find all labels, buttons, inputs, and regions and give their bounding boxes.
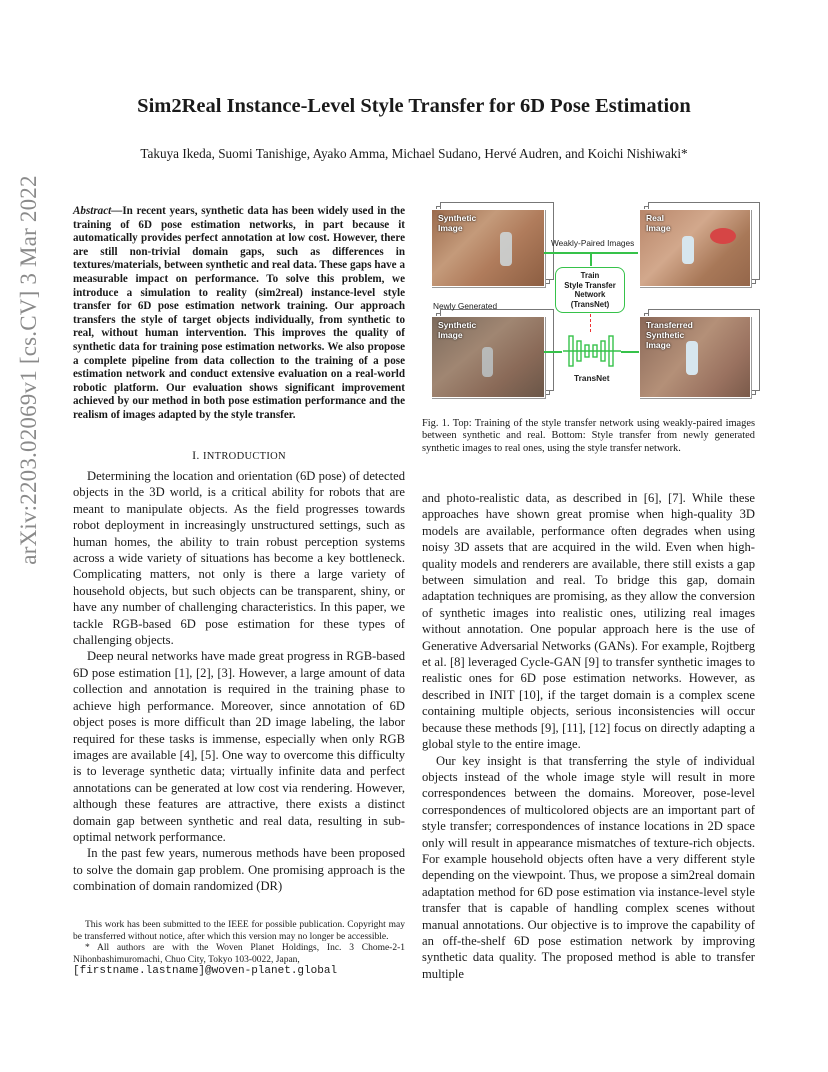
transferred-image-label: Transferred Synthetic Image bbox=[646, 320, 693, 350]
bottle-shape bbox=[682, 236, 694, 264]
paper-title: Sim2Real Instance-Level Style Transfer for 6D Pose Estimation bbox=[137, 95, 691, 117]
real-image-top bbox=[639, 209, 751, 287]
train-transnet-box bbox=[555, 267, 625, 313]
abstract-text: In recent years, synthetic data has been widely used in the training of 6D pose estimation networks, in part because it automatically provides perfect annotation at low cost. However, there are still non-trivial domain gaps, such as differences in textures/materials, between synthetic and real data. These gaps have a measurable impact on performance. To solve this problem, we introduce a simulation to reality (sim2real) instance-level style transfer for 6D pose estimation network training. Our approach transfers the style of target objects individually, from synthetic to real, without human intervention. This improves the quality of synthetic data for training pose estimation networks. We also propose a complete pipeline from data collection to the training of a pose estimation network and conduct extensive evaluation on a real-world robotic platform. Our evaluation shows significant improvement achieved by our method in both pose estimation performance and the realism of images adapted by the style transfer. bbox=[73, 205, 405, 421]
train-box-label: Train Style Transfer Network (TransNet) bbox=[564, 271, 616, 309]
footnote-affiliation: * All authors are with the Woven Planet Holdings, Inc. 3 Chome-2-1 Nihonbashimuromachi, Chuo City, Tokyo 103-0022, Japan, bbox=[73, 943, 405, 965]
left-column-body bbox=[73, 468, 405, 895]
author-list: Takuya Ikeda, Suomi Tanishige, Ayako Amma, Michael Sudano, Hervé Audren, and Koichi Nishiwaki* bbox=[140, 146, 688, 161]
figure-1 bbox=[423, 192, 757, 402]
footnote-email: [firstname.lastname]@woven-planet.global bbox=[73, 965, 338, 978]
footnotes bbox=[73, 920, 405, 978]
transferred-image bbox=[639, 316, 751, 398]
synthetic-image-label-2: Synthetic Image bbox=[438, 320, 477, 340]
transnet-label: TransNet bbox=[574, 373, 610, 383]
section-title: INTRODUCTION bbox=[202, 451, 286, 462]
bottle-shape bbox=[482, 347, 493, 377]
section-number: I. bbox=[192, 448, 203, 462]
real-image-label: Real Image bbox=[646, 213, 671, 233]
right-arrow bbox=[621, 351, 639, 353]
newly-generated-label: Newly Generated bbox=[433, 301, 498, 311]
synthetic-image-top bbox=[431, 209, 545, 287]
paragraph: Determining the location and orientation (6D pose) of detected objects in the 3D world, is a critical ability for robots that are meant to manipulate objects. As the field progresses towards robot deployment in increasingly unstructured settings, such as human homes, the ability to train robust perception systems across a wide variety of situations has become a key bottleneck. Complicating matters, not only is there a large variety of household objects, but such objects can be transparent, shiny, or have any number of challenging characteristics. In this paper, we tackle RGB-based 6D pose estimation for these types of challenging objects. bbox=[73, 469, 405, 648]
bottle-shape bbox=[500, 232, 512, 266]
synthetic-image-label: Synthetic Image bbox=[438, 213, 477, 233]
paragraph: and photo-realistic data, as described in [6], [7]. While these approaches have shown great promise when high-quality 3D models are available, performance often degrades when using noisy 3D assets that are acquired in the wild. Even when high-quality models and renderers are available, there still exists a gap between simulation and real. To bridge this gap, domain adaptation techniques are promising, as they allow the conversion of synthetic images into realistic ones, utilizing real images without annotation. One popular approach here is the use of Generative Adversarial Networks (GANs). For example, Rojtberg et al. [8] leveraged Cycle-GAN [9] to transfer synthetic images to realistic ones for 6D pose estimation networks. However, as described in INIT [10], if the target domain is a complex scene containing multiple objects, serious inconsistencies will occur because these methods [9], [11], [12] focus on directly adapting a global style to the entire image. bbox=[422, 491, 755, 752]
dashed-arrow bbox=[590, 314, 591, 332]
figure-caption: Fig. 1. Top: Training of the style transfer network using weakly-paired images between synthetic and real. Bottom: Style transfer from newly generated synthetic images to real ones, using the style transfer network. bbox=[422, 418, 755, 454]
weakly-paired-label: Weakly-Paired Images bbox=[551, 238, 635, 248]
bottle-shape bbox=[686, 341, 698, 375]
paragraph: Deep neural networks have made great progress in RGB-based 6D pose estimation [1], [2], [3]. However, a large amount of data collection and annotation is required in the training phase to achieve high performance. Moreover, since annotation of 6D object poses is more difficult than 2D image labeling, the labor required for these tasks is immense, especially when only RGB images are available [4], [5]. One way to overcome this difficulty is to leverage synthetic data; virtually infinite data and perfect annotations can be generated at low cost via rendering. However, although these features are attractive, there exists a distinct domain gap between synthetic and real data, resulting in sub-optimal network performance. bbox=[73, 649, 405, 844]
footnote-ieee: This work has been submitted to the IEEE for possible publication. Copyright may be transferred without notice, after which this version may no longer be accessible. bbox=[73, 920, 405, 942]
bowl-shape bbox=[710, 228, 736, 244]
left-arrow bbox=[544, 351, 562, 353]
arxiv-side-label: arXiv:2203.02069v1 [cs.CV] 3 Mar 2022 bbox=[16, 175, 41, 565]
down-arrow bbox=[590, 252, 592, 266]
section-heading bbox=[73, 448, 405, 463]
right-column-body bbox=[422, 490, 755, 982]
synthetic-image-bottom bbox=[431, 316, 545, 398]
paragraph: In the past few years, numerous methods have been proposed to solve the domain gap problem. One promising approach is the combination of domain randomized (DR) bbox=[73, 846, 405, 894]
abstract-label: Abstract— bbox=[73, 205, 123, 217]
paragraph: Our key insight is that transferring the style of individual objects instead of the whole image style will result in more correspondences between the domains. Moreover, pose-level correspondences of multicolored objects are an important part of style transfer; correspondences of instance locations in 2D space only will result in appearance mismatches of texture-rich objects. For example household objects often have a very different style depending on the viewpoint. Thus, we propose a sim2real domain adaptation method for 6D pose estimation via instance-level style transfer that is capable of handling complex scenes without manual annotations. Our objective is to improve the capability of an off-the-shelf 6D pose estimation network by improving synthetic data quality. The proposed method is able to transfer multiple bbox=[422, 753, 755, 981]
transnet-network-icon bbox=[563, 332, 621, 370]
abstract bbox=[73, 205, 405, 423]
